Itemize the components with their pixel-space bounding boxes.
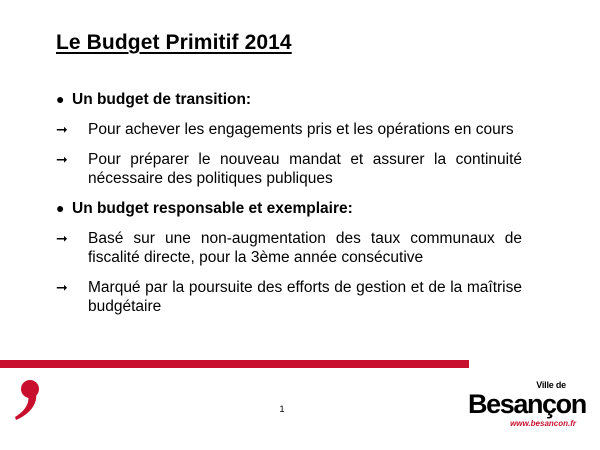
- section-heading-text: Un budget responsable et exemplaire:: [72, 200, 353, 217]
- page-number: 1: [279, 404, 285, 414]
- arrow-right-icon: ➞: [56, 151, 68, 167]
- bullet-item: [56, 120, 522, 139]
- bullet-text: Pour préparer le nouveau mandat et assurer la continuité nécessaire des politiques publiques: [88, 151, 522, 187]
- slide-content: [56, 90, 522, 327]
- arrow-right-icon: ➞: [56, 121, 68, 137]
- bullet-item: [56, 278, 522, 316]
- section-heading: [56, 199, 522, 218]
- red-divider-bar: [0, 360, 469, 368]
- slide-title: Le Budget Primitif 2014: [56, 31, 292, 54]
- bullet-item: [56, 150, 522, 188]
- bullet-dot-icon: ●: [56, 91, 65, 107]
- logo-url: www.besancon.fr: [510, 419, 576, 428]
- bullet-text: Marqué par la poursuite des efforts de gestion et de la maîtrise budgétaire: [88, 279, 522, 315]
- comma-logo-icon: [12, 378, 46, 422]
- logo-city-name: Besançon: [468, 389, 586, 419]
- besancon-logo: [466, 380, 586, 432]
- section-heading: [56, 90, 522, 109]
- arrow-right-icon: ➞: [56, 279, 68, 295]
- logo-ville-label: Ville de: [536, 380, 566, 390]
- bullet-text: Basé sur une non-augmentation des taux communaux de fiscalité directe, pour la 3ème année consécutive: [88, 230, 522, 266]
- bullet-item: [56, 229, 522, 267]
- bullet-text: Pour achever les engagements pris et les opérations en cours: [88, 121, 514, 138]
- arrow-right-icon: ➞: [56, 230, 68, 246]
- section-heading-text: Un budget de transition:: [72, 91, 252, 108]
- bullet-dot-icon: ●: [56, 200, 65, 216]
